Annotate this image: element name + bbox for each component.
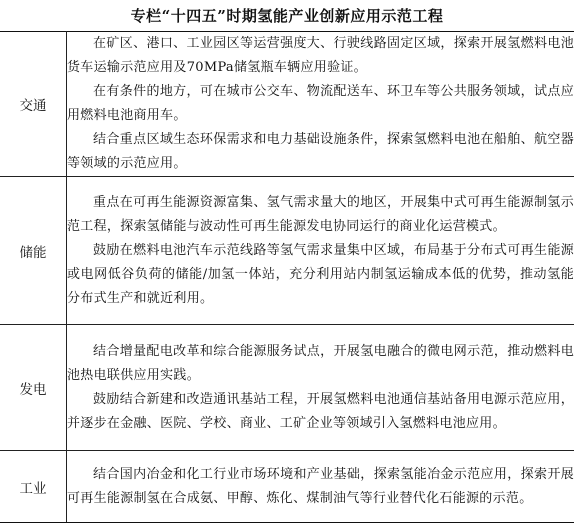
paragraph: 在矿区、港口、工业园区等运营强度大、行驶线路固定区域，探索开展氢燃料电池货车运输示范应用及70MPa储氢瓶车辆应用验证。 — [67, 32, 574, 80]
paragraph: 结合国内冶金和化工行业市场环境和产业基础，探索氢能冶金示范应用，探索开展可再生能源制氢在合成氨、甲醇、炼化、煤制油气等行业替代化石能源的示范。 — [67, 463, 574, 511]
demonstration-projects-table — [0, 31, 574, 523]
panel-title: 专栏“十四五”时期氢能产业创新应用示范工程 — [0, 6, 574, 26]
description-cell-transport — [67, 32, 574, 177]
table-row — [0, 32, 574, 177]
description-cell-storage — [67, 177, 574, 325]
description-cell-power — [67, 325, 574, 451]
paragraph: 鼓励在燃料电池汽车示范线路等氢气需求量集中区域，布局基于分布式可再生能源或电网低谷负荷的储能/加氢一体站，充分利用站内制氢运输成本低的优势，推动氢能分布式生产和就近利用。 — [67, 239, 574, 311]
category-cell-power: 发电 — [0, 325, 67, 451]
table-row — [0, 325, 574, 451]
table-row — [0, 451, 574, 523]
category-cell-storage: 储能 — [0, 177, 67, 325]
table-row — [0, 177, 574, 325]
paragraph: 鼓励结合新建和改造通讯基站工程，开展氢燃料电池通信基站备用电源示范应用，并逐步在金融、医院、学校、商业、工矿企业等领域引入氢燃料电池应用。 — [67, 388, 574, 436]
description-cell-industry — [67, 451, 574, 523]
category-cell-transport: 交通 — [0, 32, 67, 177]
category-cell-industry: 工业 — [0, 451, 67, 523]
paragraph: 结合增量配电改革和综合能源服务试点，开展氢电融合的微电网示范，推动燃料电池热电联供应用实践。 — [67, 340, 574, 388]
paragraph: 重点在可再生能源资源富集、氢气需求量大的地区，开展集中式可再生能源制氢示范工程，探索氢储能与波动性可再生能源发电协同运行的商业化运营模式。 — [67, 191, 574, 239]
paragraph: 结合重点区域生态环保需求和电力基础设施条件，探索氢燃料电池在船舶、航空器等领域的示范应用。 — [67, 128, 574, 176]
paragraph: 在有条件的地方，可在城市公交车、物流配送车、环卫车等公共服务领域，试点应用燃料电池商用车。 — [67, 80, 574, 128]
